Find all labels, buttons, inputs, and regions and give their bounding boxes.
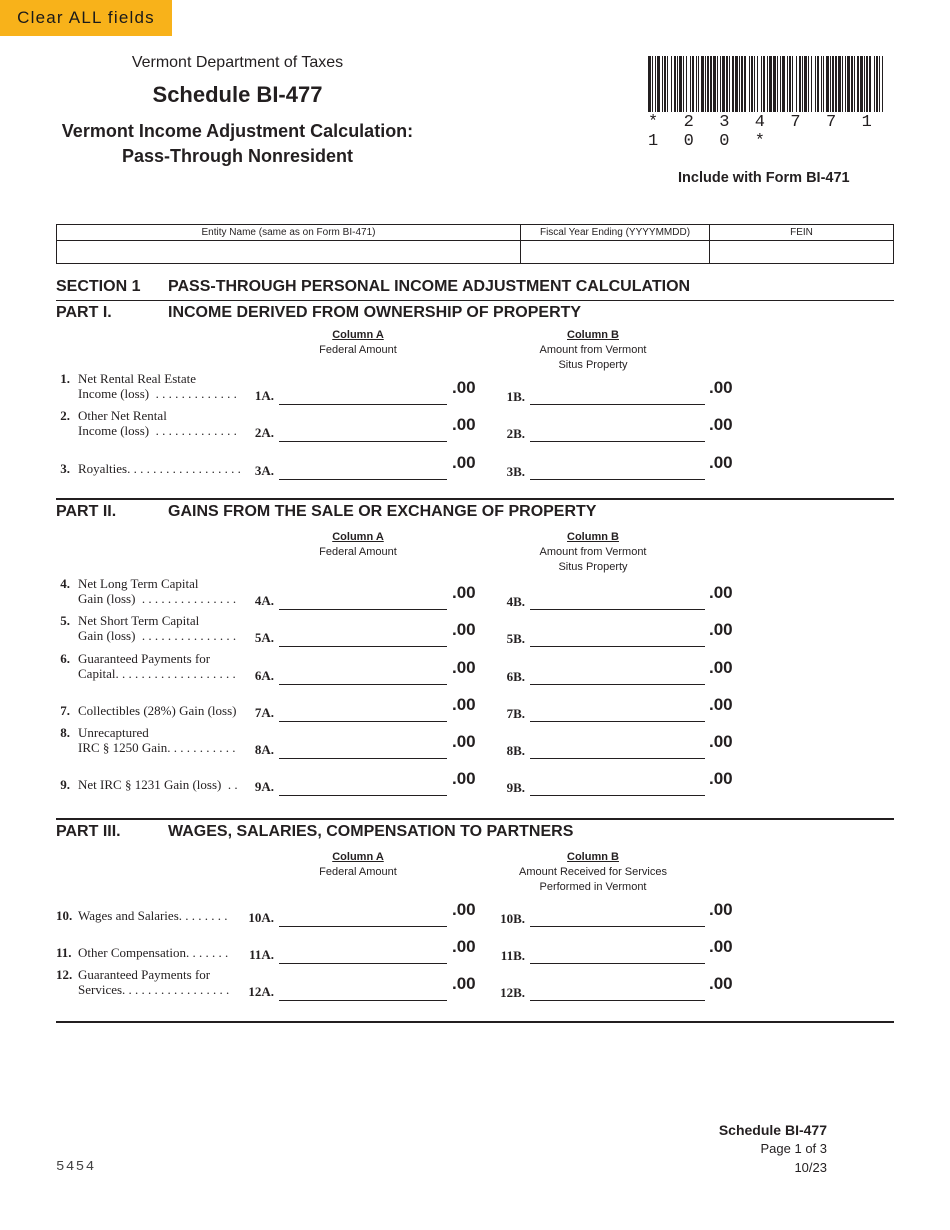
cents-label: .00 xyxy=(452,937,476,956)
amount-input-col-a[interactable] xyxy=(279,422,447,442)
part-tag: PART I. xyxy=(56,304,112,321)
line-description-2: Capital. . . . . . . . . . . . . . . . . . . xyxy=(78,666,240,681)
line-code-a: 3A. xyxy=(254,463,274,478)
amount-input-col-b[interactable] xyxy=(530,776,705,796)
barcode-bar xyxy=(692,56,694,112)
cents-label: .00 xyxy=(452,900,476,919)
amount-input-col-b[interactable] xyxy=(530,627,705,647)
column-a-header xyxy=(283,328,433,358)
form-title-line2: Pass-Through Nonresident xyxy=(121,146,354,166)
part-1-heading xyxy=(56,304,894,324)
barcode-bar xyxy=(683,56,684,112)
column-b-subtitle-2: Situs Property xyxy=(558,359,628,371)
line-number: 1. xyxy=(60,371,70,386)
amount-input-col-a[interactable] xyxy=(279,981,447,1001)
fein-input[interactable] xyxy=(710,240,893,263)
column-a-header xyxy=(283,530,433,560)
part-title: GAINS FROM THE SALE OR EXCHANGE OF PROPERTY xyxy=(168,503,597,520)
line-description-2: Other Compensation. . . . . . . xyxy=(78,945,232,960)
amount-input-col-b[interactable] xyxy=(530,944,705,964)
entity-name-input[interactable] xyxy=(57,240,520,263)
footer-schedule: Schedule BI-477 xyxy=(718,1122,827,1138)
line-number: 8. xyxy=(60,725,70,740)
cents-label: .00 xyxy=(709,900,733,919)
line-number: 3. xyxy=(60,461,70,476)
amount-input-col-b[interactable] xyxy=(530,907,705,927)
barcode-bar xyxy=(726,56,728,112)
barcode-bar xyxy=(664,56,666,112)
column-b-header xyxy=(493,328,693,373)
barcode-bar xyxy=(823,56,824,112)
barcode-bar xyxy=(835,56,837,112)
barcode-bar xyxy=(854,56,855,112)
column-b-subtitle-1: Amount Received for Services xyxy=(519,866,667,878)
barcode-bar xyxy=(782,56,785,112)
barcode-bar xyxy=(729,56,730,112)
amount-input-col-a[interactable] xyxy=(279,460,447,480)
barcode-bar xyxy=(851,56,853,112)
cents-label: .00 xyxy=(709,695,733,714)
section-1-tag: SECTION 1 xyxy=(56,278,141,295)
line-code-a: 12A. xyxy=(248,984,274,999)
barcode-bar xyxy=(821,56,822,112)
line-code-b: 12B. xyxy=(500,985,525,1000)
line-description-1: Unrecaptured xyxy=(78,725,149,740)
cents-label: .00 xyxy=(709,378,733,397)
barcode-bar xyxy=(710,56,712,112)
section-1-rule xyxy=(56,300,894,301)
amount-input-col-a[interactable] xyxy=(279,627,447,647)
entity-name-cell xyxy=(57,225,521,263)
cents-label: .00 xyxy=(452,974,476,993)
amount-input-col-a[interactable] xyxy=(279,702,447,722)
department-name: Vermont Department of Taxes xyxy=(131,54,344,71)
line-code-b: 7B. xyxy=(506,706,525,721)
line-code-a: 7A. xyxy=(254,705,274,720)
barcode-bar xyxy=(648,56,651,112)
barcode-bar xyxy=(767,56,768,112)
line-code-a: 8A. xyxy=(254,742,274,757)
line-code-b: 4B. xyxy=(506,594,525,609)
cents-label: .00 xyxy=(709,937,733,956)
line-description-2: Net IRC § 1231 Gain (loss) . . xyxy=(78,777,241,792)
line-code-a: 10A. xyxy=(248,910,274,925)
barcode-bar xyxy=(674,56,676,112)
barcode-bar xyxy=(754,56,755,112)
part-3-heading xyxy=(56,823,894,843)
section-1-heading xyxy=(56,278,894,298)
fein-label: FEIN xyxy=(790,227,813,238)
column-b-header xyxy=(493,850,693,895)
fiscal-year-cell xyxy=(521,225,710,263)
part-1-bottom-rule xyxy=(56,498,894,500)
part-tag: PART II. xyxy=(56,503,117,520)
barcode-bar xyxy=(741,56,743,112)
barcode-bar xyxy=(713,56,716,112)
line-number: 2. xyxy=(60,408,70,423)
barcode-bar xyxy=(826,56,829,112)
line-number: 10. xyxy=(56,908,73,923)
line-code-b: 6B. xyxy=(506,669,525,684)
column-a-title: Column A xyxy=(332,851,384,863)
cents-label: .00 xyxy=(709,453,733,472)
cents-label: .00 xyxy=(709,415,733,434)
amount-input-col-a[interactable] xyxy=(279,907,447,927)
line-code-a: 1A. xyxy=(254,388,274,403)
barcode-bar xyxy=(869,56,871,112)
line-code-a: 4A. xyxy=(254,593,274,608)
line-number: 4. xyxy=(60,576,70,591)
cents-label: .00 xyxy=(709,658,733,677)
footer-form-code: 5454 xyxy=(56,1159,96,1175)
barcode-bar xyxy=(657,56,660,112)
part-2-heading xyxy=(56,503,894,523)
barcode-bar xyxy=(667,56,668,112)
cents-label: .00 xyxy=(709,620,733,639)
line-code-b: 11B. xyxy=(500,948,525,963)
cents-label: .00 xyxy=(709,732,733,751)
barcode-bar xyxy=(830,56,831,112)
barcode-bar xyxy=(802,56,803,112)
barcode-bar xyxy=(751,56,753,112)
barcode-bar xyxy=(842,56,843,112)
line-description-2: Income (loss) . . . . . . . . . . . . . xyxy=(78,423,241,438)
barcode-bar xyxy=(847,56,850,112)
schedule-title: Schedule BI-477 xyxy=(152,82,323,107)
barcode-bar xyxy=(882,56,883,112)
amount-input-col-a[interactable] xyxy=(279,944,447,964)
column-b-title: Column B xyxy=(567,851,619,863)
barcode-bar xyxy=(787,56,788,112)
barcode-bar xyxy=(739,56,740,112)
form-title xyxy=(40,119,435,169)
cents-label: .00 xyxy=(709,769,733,788)
barcode-bar xyxy=(838,56,841,112)
line-code-b: 1B. xyxy=(506,389,525,404)
barcode-bar xyxy=(817,56,819,112)
barcode-image xyxy=(648,56,884,112)
part-3-bottom-rule xyxy=(56,1021,894,1023)
barcode-bar xyxy=(655,56,656,112)
footer-revision-date: 10/23 xyxy=(794,1160,827,1175)
cents-label: .00 xyxy=(452,583,476,602)
barcode-bar xyxy=(769,56,772,112)
line-description-2: Royalties. . . . . . . . . . . . . . . . . . xyxy=(78,461,245,476)
cents-label: .00 xyxy=(709,583,733,602)
line-code-b: 8B. xyxy=(506,743,525,758)
barcode-bar xyxy=(690,56,691,112)
column-b-title: Column B xyxy=(567,531,619,543)
column-a-subtitle: Federal Amount xyxy=(319,344,397,356)
barcode-bar xyxy=(799,56,801,112)
footer-page-number: Page 1 of 3 xyxy=(760,1141,827,1156)
line-code-a: 5A. xyxy=(254,630,274,645)
barcode-bar xyxy=(773,56,776,112)
line-code-b: 5B. xyxy=(506,631,525,646)
column-a-subtitle: Federal Amount xyxy=(319,546,397,558)
barcode-bar xyxy=(763,56,765,112)
fiscal-year-input[interactable] xyxy=(521,240,709,263)
entity-info-table xyxy=(56,224,894,264)
barcode-bar xyxy=(677,56,678,112)
amount-input-col-a[interactable] xyxy=(279,739,447,759)
amount-input-col-b[interactable] xyxy=(530,702,705,722)
amount-input-col-a[interactable] xyxy=(279,776,447,796)
column-b-title: Column B xyxy=(567,329,619,341)
amount-input-col-a[interactable] xyxy=(279,385,447,405)
part-tag: PART III. xyxy=(56,823,121,840)
column-a-title: Column A xyxy=(332,329,384,341)
barcode-bar xyxy=(717,56,718,112)
column-b-subtitle-2: Performed in Vermont xyxy=(539,881,647,893)
line-description-1: Other Net Rental xyxy=(78,408,167,423)
barcode-bar xyxy=(777,56,778,112)
include-with-note: Include with Form BI-471 xyxy=(678,170,850,186)
amount-input-col-a[interactable] xyxy=(279,590,447,610)
line-number: 6. xyxy=(60,651,70,666)
line-description-2: Collectibles (28%) Gain (loss) xyxy=(78,703,240,718)
amount-input-col-b[interactable] xyxy=(530,422,705,442)
barcode-bar xyxy=(857,56,859,112)
section-1-title: PASS-THROUGH PERSONAL INCOME ADJUSTMENT CALCULATION xyxy=(168,278,691,295)
amount-input-col-b[interactable] xyxy=(530,460,705,480)
barcode-bar xyxy=(792,56,793,112)
column-a-title: Column A xyxy=(332,531,384,543)
barcode-bar xyxy=(832,56,834,112)
barcode-bar xyxy=(757,56,758,112)
cents-label: .00 xyxy=(452,658,476,677)
line-code-b: 9B. xyxy=(506,780,525,795)
line-number: 9. xyxy=(60,777,70,792)
barcode-bar xyxy=(671,56,672,112)
cents-label: .00 xyxy=(709,974,733,993)
entity-name-label: Entity Name (same as on Form BI-471) xyxy=(201,227,376,238)
line-code-b: 10B. xyxy=(500,911,525,926)
barcode-bar xyxy=(808,56,809,112)
barcode-bar xyxy=(804,56,807,112)
barcode-bar xyxy=(720,56,721,112)
barcode-bar xyxy=(811,56,812,112)
barcode-bar xyxy=(796,56,797,112)
barcode-bar xyxy=(732,56,734,112)
barcode-bar xyxy=(845,56,846,112)
form-title-line1: Vermont Income Adjustment Calculation: xyxy=(61,121,414,141)
barcode-bar xyxy=(874,56,875,112)
line-description-2: Income (loss) . . . . . . . . . . . . . xyxy=(78,386,241,401)
line-code-b: 2B. xyxy=(506,426,525,441)
column-b-subtitle-1: Amount from Vermont xyxy=(539,344,647,356)
column-b-subtitle-1: Amount from Vermont xyxy=(539,546,647,558)
part-title: WAGES, SALARIES, COMPENSATION TO PARTNERS xyxy=(168,823,574,840)
line-number: 11. xyxy=(56,945,72,960)
amount-input-col-b[interactable] xyxy=(530,385,705,405)
cents-label: .00 xyxy=(452,378,476,397)
amount-input-col-b[interactable] xyxy=(530,739,705,759)
amount-input-col-b[interactable] xyxy=(530,590,705,610)
line-number: 12. xyxy=(56,967,73,982)
line-code-a: 9A. xyxy=(254,779,274,794)
cents-label: .00 xyxy=(452,453,476,472)
line-code-a: 6A. xyxy=(254,668,274,683)
barcode-bar xyxy=(761,56,762,112)
barcode-bar xyxy=(652,56,653,112)
barcode-bar xyxy=(679,56,682,112)
line-description-2: Gain (loss) . . . . . . . . . . . . . . . xyxy=(78,628,240,643)
amount-input-col-b[interactable] xyxy=(530,981,705,1001)
barcode-bar xyxy=(879,56,880,112)
barcode-bar xyxy=(876,56,878,112)
line-description-1: Net Long Term Capital xyxy=(78,576,199,591)
fein-cell xyxy=(710,225,893,263)
column-a-subtitle: Federal Amount xyxy=(319,866,397,878)
line-number: 5. xyxy=(60,613,70,628)
part-title: INCOME DERIVED FROM OWNERSHIP OF PROPERTY xyxy=(168,304,582,321)
line-description-2: Wages and Salaries. . . . . . . . xyxy=(78,908,231,923)
barcode-bar xyxy=(701,56,704,112)
amount-input-col-b[interactable] xyxy=(530,665,705,685)
column-b-subtitle-2: Situs Property xyxy=(558,561,628,573)
column-b-header xyxy=(493,530,693,575)
barcode-bar xyxy=(864,56,865,112)
amount-input-col-a[interactable] xyxy=(279,665,447,685)
column-a-header xyxy=(283,850,433,880)
line-description-1: Guaranteed Payments for xyxy=(78,967,211,982)
line-description-2: Services. . . . . . . . . . . . . . . . . xyxy=(78,982,233,997)
barcode-bar xyxy=(696,56,697,112)
cents-label: .00 xyxy=(452,769,476,788)
line-description-2: IRC § 1250 Gain. . . . . . . . . . . xyxy=(78,740,239,755)
cents-label: .00 xyxy=(452,620,476,639)
barcode-bar xyxy=(789,56,791,112)
barcode-bar xyxy=(698,56,699,112)
barcode-bar xyxy=(780,56,781,112)
barcode-bar xyxy=(686,56,687,112)
barcode-bar xyxy=(662,56,663,112)
fiscal-year-label: Fiscal Year Ending (YYYYMMDD) xyxy=(539,227,691,238)
clear-all-fields-button[interactable]: Clear ALL fields xyxy=(0,0,172,36)
barcode-bar xyxy=(749,56,750,112)
barcode-bar xyxy=(860,56,863,112)
line-description-1: Guaranteed Payments for xyxy=(78,651,211,666)
cents-label: .00 xyxy=(452,415,476,434)
line-number: 7. xyxy=(60,703,70,718)
barcode-bar xyxy=(707,56,709,112)
line-description-1: Net Short Term Capital xyxy=(78,613,200,628)
barcode-bar xyxy=(744,56,746,112)
barcode-bar xyxy=(866,56,868,112)
line-code-b: 3B. xyxy=(506,464,525,479)
line-description-1: Net Rental Real Estate xyxy=(78,371,197,386)
barcode-bar xyxy=(735,56,738,112)
barcode-bar xyxy=(722,56,725,112)
part-2-bottom-rule xyxy=(56,818,894,820)
line-code-a: 11A. xyxy=(249,947,274,962)
barcode-bar xyxy=(705,56,706,112)
cents-label: .00 xyxy=(452,695,476,714)
line-code-a: 2A. xyxy=(254,425,274,440)
barcode-bar xyxy=(815,56,816,112)
line-description-2: Gain (loss) . . . . . . . . . . . . . . . xyxy=(78,591,240,606)
cents-label: .00 xyxy=(452,732,476,751)
barcode-number: * 2 3 4 7 7 1 1 0 0 * xyxy=(648,113,880,151)
